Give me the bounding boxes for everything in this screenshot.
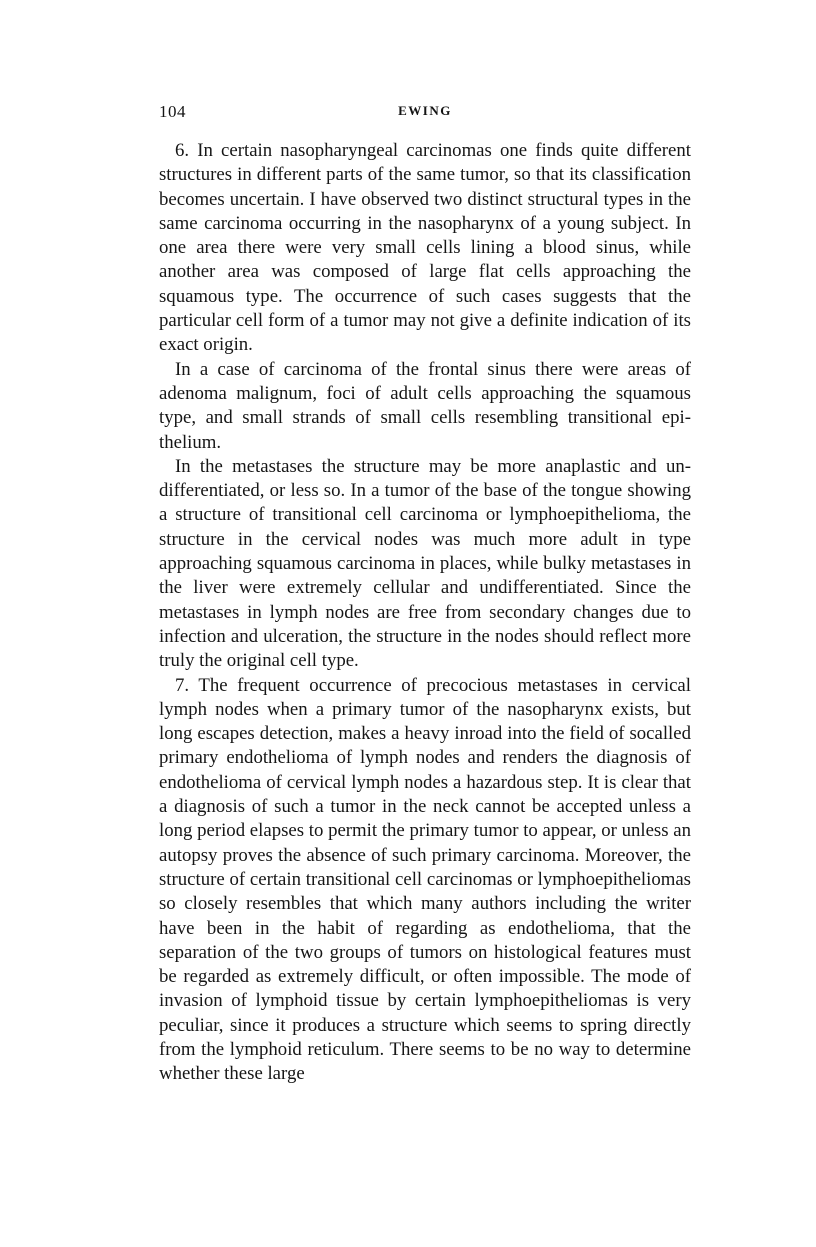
paragraph-item-6: 6. In certain nasopharyngeal carcinomas one finds quite different structures in different parts of the same tumor, so that its classification becomes uncertain. I have observed two distinct structural types in the same carcinoma occurring in the nasopharynx of a young subject. In one area there were very small cells lining a blood sinus, while another area was composed of large flat cells approaching the squamous type. The occurrence of such cases suggests that the particular cell form of a tumor may not give a definite indication of its exact origin. bbox=[159, 140, 691, 356]
page-number: 104 bbox=[159, 102, 186, 121]
running-head bbox=[159, 102, 691, 124]
paragraph-metastases: In the metastases the structure may be more anaplastic and undifferentiated, or less so. In a tumor of the base of the tongue showing a structure of transitional cell carcinoma or lymphoepithelioma, the structure in the cervical nodes was much more adult in type approaching squamous carcinoma in places, while bulky metastases in the liver were extremely cellular and undifferentiated. Since the metastases in lymph nodes are free from secondary changes due to infection and ulceration, the structure in the nodes should reflect more truly the original cell type. bbox=[159, 455, 691, 672]
paragraph-frontal-sinus: In a case of carcinoma of the frontal sinus there were areas of adenoma malignum, foci of adult cells approaching the squamous type, and small strands of small cells resembling transitional epithelium. bbox=[159, 358, 691, 453]
body-text bbox=[159, 139, 691, 1087]
running-title: EWING bbox=[398, 103, 452, 118]
paragraph-item-7: 7. The frequent occurrence of precocious metastases in cervical lymph nodes when a primary tumor of the nasopharynx exists, but long escapes detection, makes a heavy inroad into the field of socalled primary endothelioma of lymph nodes and renders the diagnosis of endothelioma of cervical lymph nodes a hazardous step. It is clear that a diagnosis of such a tumor in the neck cannot be accepted unless a long period elapses to permit the primary tumor to appear, or unless an autopsy proves the absence of such primary carcinoma. Moreover, the structure of certain transitional cell carcinomas or lymphoepitheliomas so closely resembles that which many authors including the writer have been in the habit of regarding as endothelioma, that the separation of the two groups of tumors on histological features must be regarded as extremely difficult, or often impossible. The mode of invasion of lymphoid tissue by certain lymphoepitheliomas is very peculiar, since it produces a structure which seems to spring directly from the lymphoid reticulum. There seems to be no way to determine whether these large bbox=[159, 674, 691, 1085]
